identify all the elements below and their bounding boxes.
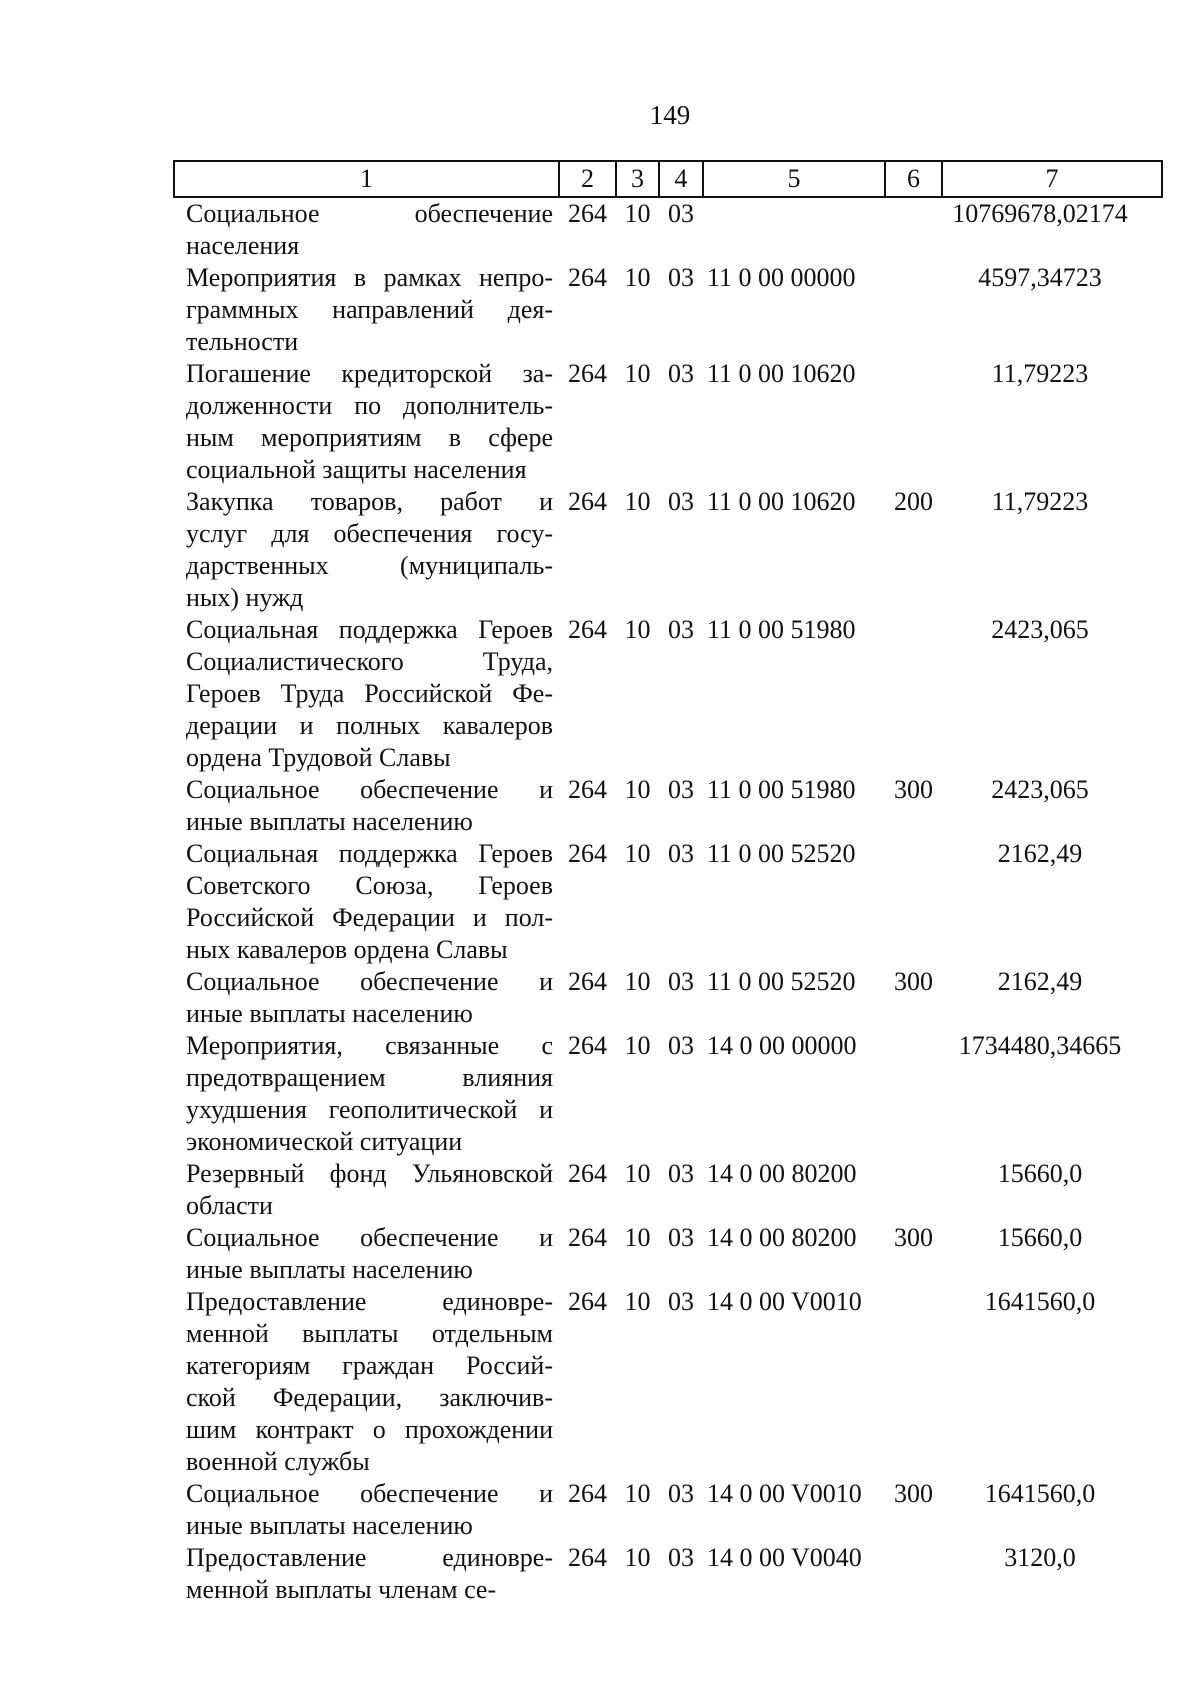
row-name-line: иные выплаты населению — [186, 1511, 473, 1540]
row-code-subsection: 03 — [668, 199, 694, 228]
row-code-section: 10 — [624, 615, 651, 644]
row-code-subsection: 03 — [668, 1223, 694, 1252]
row-code-target: 14 0 00 V0010 — [707, 1287, 862, 1316]
row-name-line: дарственных (муниципаль- — [186, 551, 553, 580]
row-name-line: Закупка товаров, работ и — [186, 487, 553, 516]
row-code-section: 10 — [624, 1479, 651, 1508]
row-name-line: ухудшения геополитической и — [186, 1095, 553, 1124]
row-name-line: Социальная поддержка Героев — [186, 615, 553, 644]
row-code-expense-type: 300 — [894, 1479, 933, 1508]
table-row — [174, 966, 1162, 1030]
row-code-target: 11 0 00 51980 — [707, 615, 856, 644]
row-code-section: 10 — [624, 775, 651, 804]
row-name-line: Мероприятия в рамках непро- — [186, 263, 553, 292]
table-body — [174, 197, 1162, 1606]
row-name-line: Предоставление единовре- — [186, 1287, 553, 1316]
header-col-5: 5 — [703, 161, 885, 197]
row-code-subsection: 03 — [668, 1479, 694, 1508]
row-amount: 1641560,0 — [984, 1287, 1096, 1316]
row-code-admin: 264 — [568, 1479, 607, 1508]
row-code-subsection: 03 — [668, 1287, 694, 1316]
table-row — [174, 1222, 1162, 1286]
row-name — [174, 774, 559, 838]
row-name — [174, 1158, 559, 1222]
row-name-line: области — [186, 1191, 273, 1220]
row-amount: 4597,34723 — [978, 263, 1102, 292]
table-header — [174, 161, 1162, 197]
row-name-line: экономической ситуации — [186, 1127, 463, 1156]
row-name-line: Героев Труда Российской Фе- — [186, 679, 553, 708]
row-code-target: 14 0 00 80200 — [707, 1223, 857, 1252]
row-code-target: 11 0 00 52520 — [707, 839, 856, 868]
row-code-subsection: 03 — [668, 967, 694, 996]
row-code-admin: 264 — [568, 1287, 607, 1316]
row-code-admin: 264 — [568, 775, 607, 804]
row-code-target: 14 0 00 V0010 — [707, 1479, 862, 1508]
row-code-target: 14 0 00 80200 — [707, 1159, 857, 1188]
row-code-admin: 264 — [568, 359, 607, 388]
row-name — [174, 262, 559, 358]
row-name-line: долженности по дополнитель- — [186, 391, 553, 420]
table-row — [174, 774, 1162, 838]
table-row — [174, 1542, 1162, 1606]
row-code-section: 10 — [624, 359, 651, 388]
row-code-subsection: 03 — [668, 487, 694, 516]
budget-table — [173, 160, 1163, 1606]
row-name — [174, 197, 559, 262]
row-amount: 15660,0 — [997, 1223, 1083, 1252]
row-name-line: шим контракт о прохождении — [186, 1415, 553, 1444]
row-code-section: 10 — [624, 839, 651, 868]
row-name-line: ордена Трудовой Славы — [186, 743, 451, 772]
table-row — [174, 1478, 1162, 1542]
row-code-subsection: 03 — [668, 775, 694, 804]
row-code-admin: 264 — [568, 967, 607, 996]
row-code-expense-type — [885, 1030, 942, 1158]
row-name — [174, 838, 559, 966]
header-col-4: 4 — [659, 161, 703, 197]
row-name-line: Российской Федерации и пол- — [186, 903, 553, 932]
row-code-subsection: 03 — [668, 615, 694, 644]
row-name — [174, 1222, 559, 1286]
row-name-line: Социальное обеспечение и — [186, 775, 553, 804]
row-name-line: дерации и полных кавалеров — [186, 711, 553, 740]
table-row — [174, 1158, 1162, 1222]
row-name-line: тельности — [186, 327, 299, 356]
row-code-target: 14 0 00 00000 — [707, 1031, 857, 1060]
row-code-subsection: 03 — [668, 1031, 694, 1060]
row-code-admin: 264 — [568, 487, 607, 516]
row-amount: 2423,065 — [991, 615, 1089, 644]
row-code-admin: 264 — [568, 839, 607, 868]
row-code-expense-type: 300 — [894, 1223, 933, 1252]
row-code-target: 11 0 00 10620 — [707, 359, 856, 388]
row-amount: 3120,0 — [1004, 1543, 1076, 1572]
row-amount: 2162,49 — [997, 839, 1083, 868]
row-name-line: ных кавалеров ордена Славы — [186, 935, 508, 964]
row-name-line: предотвращением влияния — [186, 1063, 553, 1092]
row-code-admin: 264 — [568, 1223, 607, 1252]
header-col-1: 1 — [174, 161, 559, 197]
row-code-admin: 264 — [568, 1159, 607, 1188]
row-name-line: Социальное обеспечение и — [186, 1223, 553, 1252]
header-col-7: 7 — [942, 161, 1162, 197]
table-row — [174, 838, 1162, 966]
row-name-line: услуг для обеспечения госу- — [186, 519, 553, 548]
table-row — [174, 197, 1162, 262]
row-name-line: Мероприятия, связанные с — [186, 1031, 553, 1060]
row-code-expense-type — [885, 197, 942, 262]
row-code-subsection: 03 — [668, 1159, 694, 1188]
row-amount: 15660,0 — [997, 1159, 1083, 1188]
row-code-target: 14 0 00 V0040 — [707, 1543, 862, 1572]
row-name — [174, 1286, 559, 1478]
row-amount: 11,79223 — [991, 359, 1089, 388]
row-code-target: 11 0 00 51980 — [707, 775, 856, 804]
row-code-subsection: 03 — [668, 1543, 694, 1572]
row-name-line: ской Федерации, заключив- — [186, 1383, 553, 1412]
header-col-2: 2 — [559, 161, 616, 197]
row-name-line: иные выплаты населению — [186, 1255, 473, 1284]
row-code-section: 10 — [624, 1223, 651, 1252]
page-number: 149 — [649, 100, 691, 130]
row-name-line: менной выплаты отдельным — [186, 1319, 553, 1348]
row-code-section: 10 — [624, 967, 651, 996]
row-code-expense-type — [885, 1286, 942, 1478]
row-code-section: 10 — [624, 487, 651, 516]
row-code-admin: 264 — [568, 199, 607, 228]
row-name-line: населения — [186, 231, 300, 260]
row-amount: 1641560,0 — [984, 1479, 1096, 1508]
row-amount: 2423,065 — [991, 775, 1089, 804]
row-code-expense-type: 300 — [894, 775, 933, 804]
row-name-line: граммных направлений дея- — [186, 295, 553, 324]
row-name-line: Социальное обеспечение и — [186, 1479, 553, 1508]
row-amount: 10769678,02174 — [952, 199, 1128, 228]
row-code-section: 10 — [624, 1287, 651, 1316]
row-name-line: Социальное обеспечение — [186, 199, 553, 228]
row-name-line: военной службы — [186, 1447, 370, 1476]
row-code-expense-type — [885, 1158, 942, 1222]
row-code-expense-type — [885, 262, 942, 358]
row-code-subsection: 03 — [668, 263, 694, 292]
row-code-section: 10 — [624, 1543, 651, 1572]
row-name-line: социальной защиты населения — [186, 455, 527, 484]
table-row — [174, 358, 1162, 486]
header-col-3: 3 — [616, 161, 659, 197]
row-code-section: 10 — [624, 1031, 651, 1060]
table-row — [174, 262, 1162, 358]
row-code-admin: 264 — [568, 263, 607, 292]
row-name-line: Предоставление единовре- — [186, 1543, 553, 1572]
row-code-target — [703, 197, 885, 262]
row-code-section: 10 — [624, 1159, 651, 1188]
row-name — [174, 358, 559, 486]
row-name-line: ным мероприятиям в сфере — [186, 423, 553, 452]
header-row — [174, 161, 1162, 197]
row-code-target: 11 0 00 10620 — [707, 487, 856, 516]
row-name-line: Погашение кредиторской за- — [186, 359, 553, 388]
header-col-6: 6 — [885, 161, 942, 197]
row-name — [174, 1030, 559, 1158]
row-code-admin: 264 — [568, 615, 607, 644]
row-code-target: 11 0 00 00000 — [707, 263, 856, 292]
row-name — [174, 614, 559, 774]
row-name — [174, 486, 559, 614]
row-code-target: 11 0 00 52520 — [707, 967, 856, 996]
row-code-expense-type — [885, 838, 942, 966]
row-name-line: менной выплаты членам се- — [186, 1575, 497, 1604]
row-code-section: 10 — [624, 199, 651, 228]
row-code-section: 10 — [624, 263, 651, 292]
row-amount: 11,79223 — [991, 487, 1089, 516]
row-code-admin: 264 — [568, 1543, 607, 1572]
row-name-line: Советского Союза, Героев — [186, 871, 553, 900]
table-row — [174, 486, 1162, 614]
row-name-line: иные выплаты населению — [186, 999, 473, 1028]
row-code-expense-type — [885, 1542, 942, 1606]
row-code-admin: 264 — [568, 1031, 607, 1060]
row-name-line: ных) нужд — [186, 583, 304, 612]
table-row — [174, 1286, 1162, 1478]
row-code-expense-type: 200 — [894, 487, 933, 516]
row-amount: 2162,49 — [997, 967, 1083, 996]
row-name-line: категориям граждан Россий- — [186, 1351, 553, 1380]
row-name — [174, 966, 559, 1030]
row-name-line: Резервный фонд Ульяновской — [186, 1159, 553, 1188]
table-row — [174, 614, 1162, 774]
row-code-subsection: 03 — [668, 359, 694, 388]
table-row — [174, 1030, 1162, 1158]
row-code-expense-type — [885, 358, 942, 486]
row-name-line: Социальная поддержка Героев — [186, 839, 553, 868]
row-name-line: Социальное обеспечение и — [186, 967, 553, 996]
row-name-line: иные выплаты населению — [186, 807, 473, 836]
row-code-subsection: 03 — [668, 839, 694, 868]
row-code-expense-type — [885, 614, 942, 774]
row-name-line: Социалистического Труда, — [186, 647, 553, 676]
row-name — [174, 1542, 559, 1606]
row-amount: 1734480,34665 — [958, 1031, 1122, 1060]
row-code-expense-type: 300 — [894, 967, 933, 996]
row-name — [174, 1478, 559, 1542]
